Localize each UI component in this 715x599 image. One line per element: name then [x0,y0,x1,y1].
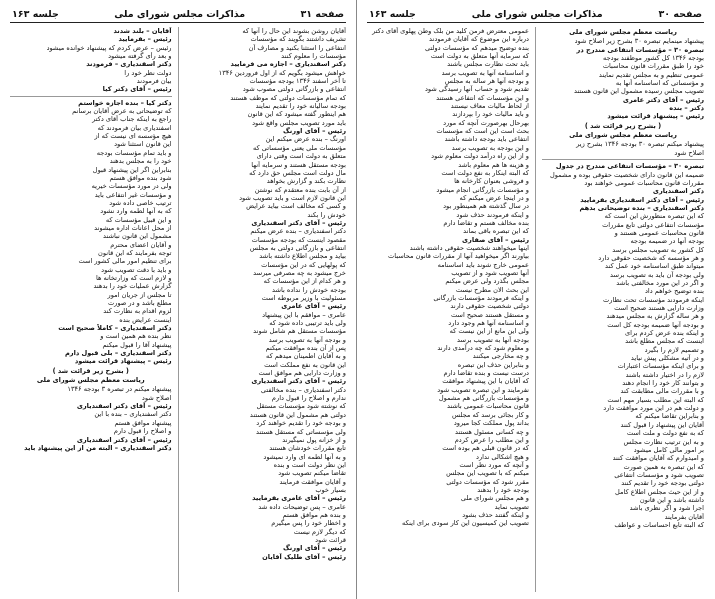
text-line: میکنم که با تصویب این مجلس [446,469,529,478]
text-line: و هم مجلس شورای ملی [460,494,529,503]
column-divider [535,27,536,592]
text-line: هیچ مؤسسه ای نیست که از [94,132,172,141]
speaker-line: دکتر – بنده [669,104,704,113]
text-line: گزارش عملیات خود را بدهند [93,282,172,291]
text-line: باید مورد تصویب مجلس واقع شود [252,118,346,127]
text-line: لزوم اقدام به نظارت کند [103,307,172,316]
text-line: تصویب مجلس رسیده مشمول این قانون هستند [574,87,704,96]
text-line: و بودجه خود را تقدیم خواهند کرد [256,419,346,428]
text-line: بودجه آنها در ضمیمه بودجه [630,237,704,246]
text-line: نظارت بکند و گزارش بخواهد [266,177,346,186]
text-line: و به این ترتیب نظارت مجلس [623,437,704,446]
text-line: تقدیم شود و حساب آنها رسیدگی شود [424,85,529,94]
text-line: تا مجلس از جریان امور [107,290,172,299]
text-line: انتفاعی و بازرگانی دولتی مصوب شود [242,85,346,94]
speaker-line: رئیس – آقای طلیک آقایان [262,552,346,561]
text-line: خود را به مجلس بدهند [109,157,172,166]
text-line: تقاضا میکنم تصویب شود [278,469,346,478]
text-line: بیاید و مجلس اطلاع داشته باشد [259,252,346,261]
text-line: و هر ساله گزارش به مجلس میدهند [606,312,704,321]
text-line: و امیدوارم که آقایان موافقت کنند [612,454,704,463]
text-line: و اخطار خود را پس میگیرم [271,519,346,528]
speaker-line: رئیس – آقای دکتر اسفندیاری بفرمایید [580,195,704,204]
text-line: دولت نظر خود را [124,68,172,77]
text-line: و فروشی بعنوان کارخانه ها [454,177,529,186]
text-line: و باید تمام مؤسسات بودجه [96,148,172,157]
text-line: بر امور مالی کامل میشود [633,445,704,454]
text-line: و این مؤسسات که انتفاعی هستند [436,93,529,102]
text-line: عمومی تنظیم و به مجلس تقدیم نمایند [598,70,704,79]
text-line: بنابراین اگر این پیشنهاد قبول [92,165,172,174]
session-number: جلسه ۱۶۳ [12,8,59,20]
text-line: دولتی هم مشمول این قانون هستند [249,410,346,419]
text-line: از لحاظ مالیات معاف نیستند [450,102,529,111]
text-line: مشمول این قانون نباشند [103,232,172,241]
text-line: و از این راه درآمد دولت معلوم شود [431,152,529,161]
text-line: و به آنها لطمه ای وارد نمیشود [263,452,346,461]
text-line: دولتی بودجه خود را تقدیم کنند [621,479,704,488]
text-line: انتفاعی را استثنا بکنید و مصارف آن [248,43,346,52]
text-line: تابع مقررات خودشان هستند [269,444,346,453]
text-line: مطلع باشد و در صورت [107,299,172,307]
text-line: و هر مؤسسه که شخصیت حقوقی دارد [598,253,704,262]
text-line: و بنابراین تقاضا میکنم که [635,412,704,421]
text-line: و با مقررات مالی مطابقت کند [620,387,704,396]
text-line: مال دولت است مجلس حق دارد که [249,168,346,177]
text-line: دولتی شخصیت حقوقی دارند [450,302,529,311]
text-line: اینها میخواهند شخصیت حقوقی داشته باشند [409,243,529,252]
speaker-line: رئیس – آقای دکتر اسفندیاری [76,435,172,444]
text-line: این قانون لازم است و باید تصویب شود [239,193,346,202]
text-line: بحث است این است که مؤسسات [436,127,529,136]
text-line: و مؤسساتی که اساسنامه آنها به [615,79,704,88]
text-line: که این تبصره منظورش این است که [604,212,704,221]
text-line: ولی این مانع از این نیست که [449,327,529,336]
text-line: و چه کسانی مسئول هستند [455,427,529,436]
text-line: که به آنها لطمه وارد نشود [100,207,172,216]
text-line: خرج میشود به چه مصرفی میرسد [253,268,346,277]
text-line: دکتر اسفندیاری – بنده با این [94,410,172,419]
text-line: مؤسسات را معلوم کنند [281,52,346,61]
text-line: قانون محاسبات عمومی باشند [446,402,529,411]
text-line: که نوشته شود مؤسسات مستقل [256,402,346,411]
text-line: و اگر در این مورد مخالفتی باشد [616,278,704,287]
text-line: برای تنظیم امور مالی کشور است [78,257,172,266]
speaker-line: رئیس – آقای دکتر اسفندیاری [76,402,172,411]
text-line: و از خزانه پول نمیگیرند [282,435,346,444]
text-line: تا آخر اسفند ۱۳۴۶ بودجه مؤسسات [249,77,346,86]
text-line: بودجه آنها به تصویب برسد [457,335,529,344]
text-line: و در آتیه مشکلی پیش نیاید [630,354,704,363]
text-line: عمومی معترض فرمن کلید من بلک وطن پهلوی آقای دکتر [372,27,529,35]
text-line: و بنابراین حذف این تبصره [457,360,529,369]
text-line: خواهش میشود بگویم که از اول فروردین ۱۳۴۶ [218,68,346,77]
speaker-line: رئیس – آقای عامری [281,302,346,311]
text-line: قرائت شود [315,535,346,544]
right-page-right-column [542,27,704,592]
text-line: این قانون به نفع مملکت است [264,360,346,369]
text-line: تصویب این کمیسیون این کار سودی برای اینکه [401,519,529,528]
speaker-line: رئیس – پیشنهاد قرائت میشود [607,112,704,121]
speaker-line: دکتر کیا – بنده اجازه خواستم [78,98,172,107]
session-number: جلسه ۱۶۳ [369,8,416,20]
journal-title: مذاکرات مجلس شورای ملی [114,8,246,20]
text-line: و مؤسسات بازرگانی هم مشمول [438,394,529,403]
centered-heading: ریاست معظم مجلس شورای ملی [569,131,677,140]
text-line: آقایان بفرمایند [664,512,704,521]
text-line: بودجه مستقل هستند و سرمایه آنها [251,160,346,169]
text-line: لازم را در اختیار داشته باشند [625,370,704,379]
text-line: و این مطلب را عرض کردم [454,435,529,444]
text-line: در سال گذشته هم همینطور بود [443,202,529,211]
text-line: بودجه خود را بدهند [477,485,529,494]
text-line: اسفندیاری بیان فرمودند که [97,123,172,132]
page-number: صفحه ۳۰ [658,8,702,20]
text-line: و از این حیث مجلس اطلاع کامل [614,487,704,496]
text-line: و باید مالیات خود را بپردازند [452,110,529,119]
text-line: که سرمایه آنها متعلق به دولت است [430,52,529,61]
text-line: که آقایان با این پیشنهاد موافقت [442,377,529,386]
text-line: این بحث الان مطرح نیست [455,285,529,294]
text-line: خودش را بکند [307,210,346,219]
centered-heading: ریاست معظم مجلس شورای ملی [569,28,677,36]
text-line: که به نفع دولت و ملت است [626,429,704,438]
text-line: و بنده هم موافق هستم [282,510,346,519]
speaker-line: رئیس – آقای دکتر اسفندیاری [251,377,346,386]
text-line: متعلق به دولت است وقتی دارای [256,152,346,161]
text-line: و تصمیم لازم را بگیرد [644,345,704,354]
speaker-line: رئیس – پیشنهاد قرائت میشود [74,357,172,366]
text-line: و بودجه آنها به تصویب برسد [268,335,346,344]
left-page [0,0,357,599]
speaker-line: تبصره ۳۰ – مؤسسات انتفاعی مندرج در جدول [555,162,704,171]
speaker-line: دکتر اسفندیاری – اجازه می فرمایید [230,60,346,69]
text-line: پس از آن بنده موافقت میکنم [265,344,346,353]
text-line: بودجه سالیانه خود را تقدیم نمایند [255,102,346,111]
text-line: و معلوم شود که چه درآمدی دارند [437,344,529,353]
text-line: و اینکه گفتند حذف بشود [462,510,529,519]
text-line: نظر بنده هم همین است و [100,332,172,341]
left-page-header [10,6,346,23]
text-line: و هر کدام از این مؤسسات که [263,277,346,286]
text-line: و این بودجه به تصویب برسد [451,143,529,152]
text-line: و اینکه فرمودند حذف شود [456,210,529,219]
text-line: که دیگر لازم نیست [293,527,346,536]
left-page-right-column [185,27,347,592]
speaker-line: دکتر اسفندیاری – بنده توضیحاتی بدهم [579,203,704,212]
text-line: عامری – موافقم با این پیشنهاد [262,310,346,319]
text-line: اجرا شود و اگر نظری باشد [629,504,704,513]
text-line: وزارت دارایی هستند صحیح است [614,304,704,312]
text-line: نفرمایند و این تبصره تصویب شود [437,385,529,394]
speaker-line: رئیس – آقای عامری بفرمایید [252,494,346,503]
text-line: و هیچ اشکالی ندارد [476,452,529,461]
text-line: و هزینه ها هم معلوم باشد [458,160,529,169]
text-line: و لازم است که وزارتخانه ها [95,273,172,282]
text-line: درست نیست و بنده تقاضا دارم [443,369,529,378]
right-page-header [367,6,704,23]
text-line: اورنگ – بنده عرض میکنم این [265,135,346,144]
text-line: عامری – پس توضیحات داده شد [258,502,346,511]
text-line: و بعد رأی گرفته میشود [108,52,172,61]
text-line: هم اینطور گفته میشود که این قانون [247,110,346,119]
centered-heading: ( بشرح زیر قرائت شد ) [584,121,662,130]
text-line: بنده توضیح میدهم که مؤسسات دولتی [424,43,529,52]
speaker-line: تبصره ۳۰ – مؤسسات انتفاعی مندرج در [576,45,704,54]
text-line: ولی مؤسساتی که مستقل هستند [256,427,346,436]
centered-heading: ( بشرح زیر قرائت شد ) [52,366,129,375]
text-line: و این قبیل مؤسسات که [105,215,172,224]
text-line: از محل اعانات اداره میشوند [94,223,172,232]
text-line: تصویب شود و مؤسسات انتفاعی [614,470,704,479]
text-line: و بودجه آنها ضمیمه بودجه کل است [607,320,704,329]
text-line: و باید با دقت تصویب شود [101,265,172,274]
text-line: و اصلاح را قبول دارم [113,427,172,436]
text-line: که تمام مؤسسات دولتی که موظف هستند [230,93,346,102]
column-divider [178,27,179,592]
text-line: پیشنهاد موافق هستم [114,418,172,427]
text-line: آقایان این پیشنهاد را قبول کنند [620,420,704,429]
text-line: تصویب نماید [494,502,529,511]
speaker-line: دکتر اسفندیاری – البته من از این پیشنهاد باید [24,443,172,452]
text-line: اصلاح شود [674,148,704,157]
section-rule [542,159,704,160]
left-page-left-column [10,27,172,592]
text-line: مؤسسات مستقل هم شامل شوند [253,327,346,336]
text-line: انتفاعی باید بودجه داشته باشند [444,135,529,144]
text-line: رئیس – عرض کردم که پیشنهاد خوانده میشود [46,43,172,52]
section-rule [10,96,172,97]
text-line: اینست عرایض بنده [119,315,172,324]
text-line: که این تبصره باقی بماند [463,227,529,236]
text-line: و اساسنامه آنها هم وجود دارد [448,319,529,328]
text-line: بودجه ۱۳۴۶ کل کشور موظفند بودجه [603,54,704,63]
right-page-columns [367,27,704,592]
text-line: ولی در مورد مؤسسات خیریه [91,182,172,191]
text-line: آقایان روشن بشوند این حال را آنها که [242,27,346,35]
text-line: راجع به اینکه جناب آقای دکتر [92,115,172,124]
speaker-line: دکتر اسفندیاری – کاملاً صحیح است [58,324,172,333]
text-line: انتفاعی و بازرگانی دولتی به مجلس [249,243,346,252]
text-line: و آقایان موافقت فرمایند [279,477,346,486]
text-line: از آن بابت بنده معتقدم که نوشتن [254,185,346,194]
text-line: میتواند طبق اساسنامه خود عمل کند [605,262,704,271]
text-line: بیان فرمودند [136,77,172,86]
text-line: و بتوانند کار خود را انجام دهند [622,379,704,388]
speaker-line: دکتر اسفندیاری – فرمودند [86,60,172,69]
speaker-line: رئیس – آقای دکتر عامری [622,95,704,104]
text-line: بسیار خوب [315,485,346,494]
text-line: دکتر اسفندیاری – بنده مخالفتی [260,385,346,394]
text-line: اینست که مجلس مطلع باشد [625,337,704,346]
text-line: مسئولیت با وزیر مربوطه است [261,294,346,302]
text-line: اصلاح شود [141,393,172,402]
right-page-left-column [367,27,529,592]
journal-title: مذاکرات مجلس شورای ملی [471,8,603,20]
text-line: پیشنهاد مینمایم تبصره ۳۰ بشرح زیر اصلاح شود [574,37,704,46]
text-line: پیشنهاد میکنم تبصره ۳۰ بودجه ۱۳۴۶ بشرح زیر [576,140,704,149]
text-line: که در قانون قبلی هم بوده است [442,444,529,453]
text-line: مقرر شود که مؤسسات دولتی [446,477,529,486]
text-line: و آنچه که مورد نظر است [459,460,529,469]
text-line: ضمیمه این قانون دارای شخصیت حقوقی بوده و مشمول [549,170,704,179]
text-line: که البته این مطلب بسیار مهم است [607,395,704,404]
speaker-line: رئیس – آقای اورنگ [283,544,346,553]
text-line: این نظر دولت است و بنده [273,460,346,469]
text-line: و اینکه فرمودند مؤسسات بازرگانی [433,294,529,302]
text-line: این قانون استثنا شود [114,140,172,149]
text-line: که پولهایی که در این مؤسسات [261,260,346,269]
text-line: مجلس بگذرد ولی عرض میکنم [445,277,529,286]
text-line: و کار بجائی برسد که مجلس [452,410,529,419]
text-line: بنده مخالف هستم و تقاضا دارم [443,218,529,227]
text-line: و در اینجا عرض میکنم که [459,193,529,202]
text-line: داشته باشد و این قانون [639,495,704,504]
speaker-line: رئیس – آقای دکتر اسفندیاری [251,218,346,227]
text-line: درباره این موضوع که آقایان فرمودند [429,35,529,44]
speaker-line: دکتر اسفندیاری – بلی قبول دارم [64,349,172,358]
text-line: و به آقایان اطمینان میدهم که [266,352,346,361]
text-line: اینکه فرمودند مؤسسات تحت نظارت [603,295,704,304]
text-line: خود را طبق مقررات قانون محاسبات [602,62,704,71]
text-line: و کسی که مخالف است بیاید عرایض [246,202,346,211]
page-number: صفحه ۳۱ [300,8,344,20]
text-line: بنده توضیح خواهم داد [645,287,704,296]
text-line: و دولت هم در این مورد موافقت دارد [603,404,704,413]
text-line: پیشنهاد میکنم در تبصره ۳ بودجه ۱۳۴۶ [67,385,172,394]
text-line: باید تحت نظارت مجلس باشند [447,60,529,69]
text-line: ولی بودجه آن باید به تصویب برسد [610,270,704,279]
right-page [357,0,714,599]
text-line: ولی باید ترتیبی داده شود که [269,319,346,328]
text-line: و چه مخارجی میکنند [472,352,529,361]
text-line: بیاورند اگر میخواهید آنها از مقررات قانون محاسبات [388,252,529,261]
text-line: که این تبصره به همین صورت [623,462,704,471]
text-line: پیشنهاد آقا را قبول میکنم [102,340,172,349]
text-line: تشریف داشتند بگویند که مؤسسات [250,35,346,44]
text-line: و مؤسسات بازرگانی انجام میشود [436,185,529,194]
text-line: و وزارت دارایی هم موافق است [258,369,346,378]
text-line: که البته تابع احساسات و عواطف [614,520,704,529]
text-line: مؤسسات انتفاعی دولتی تابع مقررات [602,220,704,229]
text-line: مقصود اینست که بودجه مؤسسات [251,235,346,244]
text-line: که البته اینکار به نفع دولت است [441,168,529,177]
text-line: کل کشور به تصویب مجلس برسد [612,245,704,254]
text-line: آنها تصویب شود و از تصویب [451,268,529,277]
text-line: ترتیب خاصی داده شود [109,198,172,207]
text-line: و بودجه آنها هر ساله به مجلس [444,77,529,86]
text-line: شود بنده موافق هستم [109,173,172,182]
text-line: و آقایان اعضای محترم [110,240,172,249]
text-line: و اساسنامه آنها به تصویب برسد [441,68,529,77]
text-line: دکتر اسفندیاری – بنده عرض میکنم [250,227,346,236]
speaker-line: رئیس – آقای اورنگ [283,127,346,136]
speaker-line: دکتر اسفندیاری [652,187,704,196]
text-line: که توضیحاتی به عرض آقایان برسانم [72,107,172,116]
text-line: ندارم و اصلاح را قبول دارم [271,394,346,403]
text-line: مؤسسات ملی یعنی مؤسساتی که [252,143,346,152]
speaker-line: رئیس – بفرمایید [118,35,172,44]
text-line: مقررات قانون محاسبات عمومی خواهند بود [584,178,704,187]
speaker-line: رئیس – آقای صفاری [462,235,529,244]
speaker-line: رئیس – آقای دکتر کیا [102,85,172,94]
text-line: و اینکه بنده عرض کردم برای [624,329,704,338]
text-line: بداند پول مملکت کجا میرود [453,419,529,428]
text-line: و برای اینکه مؤسسات اعتبارات [617,362,704,371]
text-line: توجه بفرمایند که این قانون [98,248,172,257]
speaker-line: آقایان – بلند شدند [113,27,172,35]
centered-heading: ریاست معظم مجلس شورای ملی [36,376,145,385]
text-line: بهرحال بهرصورت آنچه که مورد [443,118,529,127]
text-line: عمومی خارج شوند باید اساسنامه [437,260,529,269]
text-line: قانون محاسبات عمومی هستند و [614,228,704,237]
left-page-columns [10,27,346,592]
text-line: بودجه خودش را نداده باشد [271,285,346,294]
text-line: و مستقل هستند صحیح است [450,310,529,319]
text-line: و مؤسسات غیر انتفاعی باید [94,190,172,199]
